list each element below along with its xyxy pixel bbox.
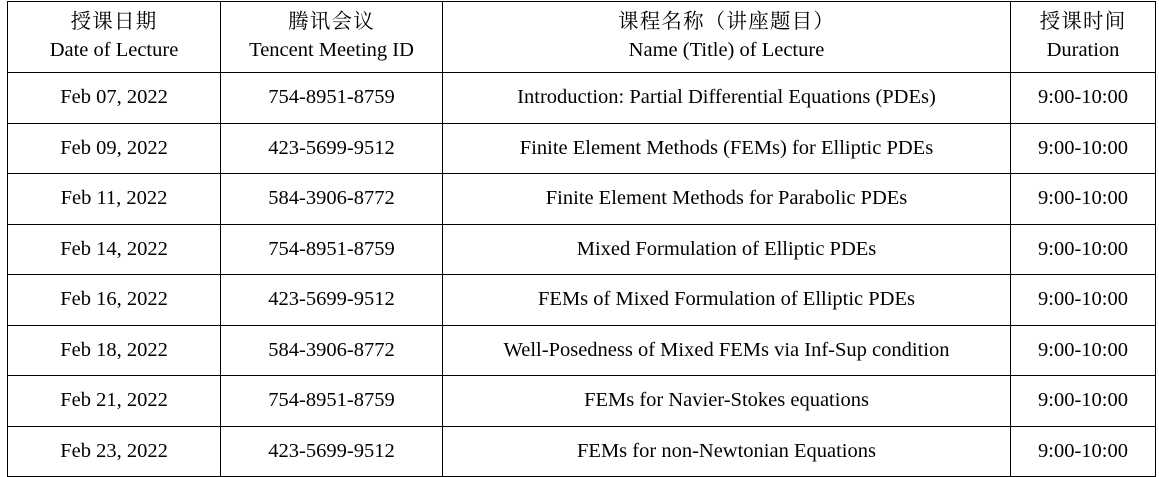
- cell-duration: 9:00-10:00: [1011, 275, 1156, 326]
- column-header-duration-cn: 授课时间: [1039, 11, 1127, 34]
- cell-date: Feb 14, 2022: [8, 224, 221, 275]
- cell-lecture-name: Introduction: Partial Differential Equations (PDEs): [443, 73, 1011, 124]
- cell-duration: 9:00-10:00: [1011, 73, 1156, 124]
- cell-lecture-name: Finite Element Methods for Parabolic PDEs: [443, 174, 1011, 225]
- table-row: [8, 174, 1156, 225]
- cell-lecture-name: Mixed Formulation of Elliptic PDEs: [443, 224, 1011, 275]
- column-header-date: [8, 2, 221, 73]
- cell-lecture-name: Finite Element Methods (FEMs) for Elliptic PDEs: [443, 123, 1011, 174]
- cell-duration: 9:00-10:00: [1011, 123, 1156, 174]
- cell-duration: 9:00-10:00: [1011, 224, 1156, 275]
- column-header-duration: [1011, 2, 1156, 73]
- cell-meeting-id: 754-8951-8759: [221, 73, 443, 124]
- column-header-lecture-name-en: Name (Title) of Lecture: [628, 38, 825, 61]
- cell-date: Feb 16, 2022: [8, 275, 221, 326]
- table-row: [8, 325, 1156, 376]
- column-header-meeting-id: [221, 2, 443, 73]
- lecture-schedule-table: [7, 1, 1156, 477]
- table-header: [8, 2, 1156, 73]
- column-header-lecture-name: [443, 2, 1011, 73]
- cell-date: Feb 18, 2022: [8, 325, 221, 376]
- column-header-date-en: Date of Lecture: [49, 38, 179, 61]
- cell-meeting-id: 423-5699-9512: [221, 123, 443, 174]
- table-row: [8, 376, 1156, 427]
- table-row: [8, 123, 1156, 174]
- cell-duration: 9:00-10:00: [1011, 325, 1156, 376]
- cell-meeting-id: 423-5699-9512: [221, 426, 443, 477]
- cell-date: Feb 09, 2022: [8, 123, 221, 174]
- table-header-row: [8, 2, 1156, 73]
- cell-date: Feb 23, 2022: [8, 426, 221, 477]
- cell-meeting-id: 754-8951-8759: [221, 376, 443, 427]
- cell-lecture-name: FEMs of Mixed Formulation of Elliptic PDEs: [443, 275, 1011, 326]
- table-row: [8, 426, 1156, 477]
- cell-lecture-name: Well-Posedness of Mixed FEMs via Inf-Sup condition: [443, 325, 1011, 376]
- column-header-meeting-id-en: Tencent Meeting ID: [249, 38, 414, 61]
- cell-meeting-id: 423-5699-9512: [221, 275, 443, 326]
- table-row: [8, 275, 1156, 326]
- column-header-meeting-id-cn: 腾讯会议: [288, 11, 375, 34]
- table-body: [8, 73, 1156, 477]
- column-header-date-cn: 授课日期: [70, 11, 158, 34]
- cell-lecture-name: FEMs for non-Newtonian Equations: [443, 426, 1011, 477]
- table-row: [8, 224, 1156, 275]
- cell-date: Feb 21, 2022: [8, 376, 221, 427]
- cell-duration: 9:00-10:00: [1011, 376, 1156, 427]
- cell-duration: 9:00-10:00: [1011, 174, 1156, 225]
- cell-meeting-id: 754-8951-8759: [221, 224, 443, 275]
- cell-lecture-name: FEMs for Navier-Stokes equations: [443, 376, 1011, 427]
- cell-date: Feb 07, 2022: [8, 73, 221, 124]
- column-header-lecture-name-cn: 课程名称（讲座题目）: [618, 11, 835, 34]
- cell-meeting-id: 584-3906-8772: [221, 325, 443, 376]
- cell-duration: 9:00-10:00: [1011, 426, 1156, 477]
- table-row: [8, 73, 1156, 124]
- cell-date: Feb 11, 2022: [8, 174, 221, 225]
- column-header-duration-en: Duration: [1046, 38, 1120, 61]
- cell-meeting-id: 584-3906-8772: [221, 174, 443, 225]
